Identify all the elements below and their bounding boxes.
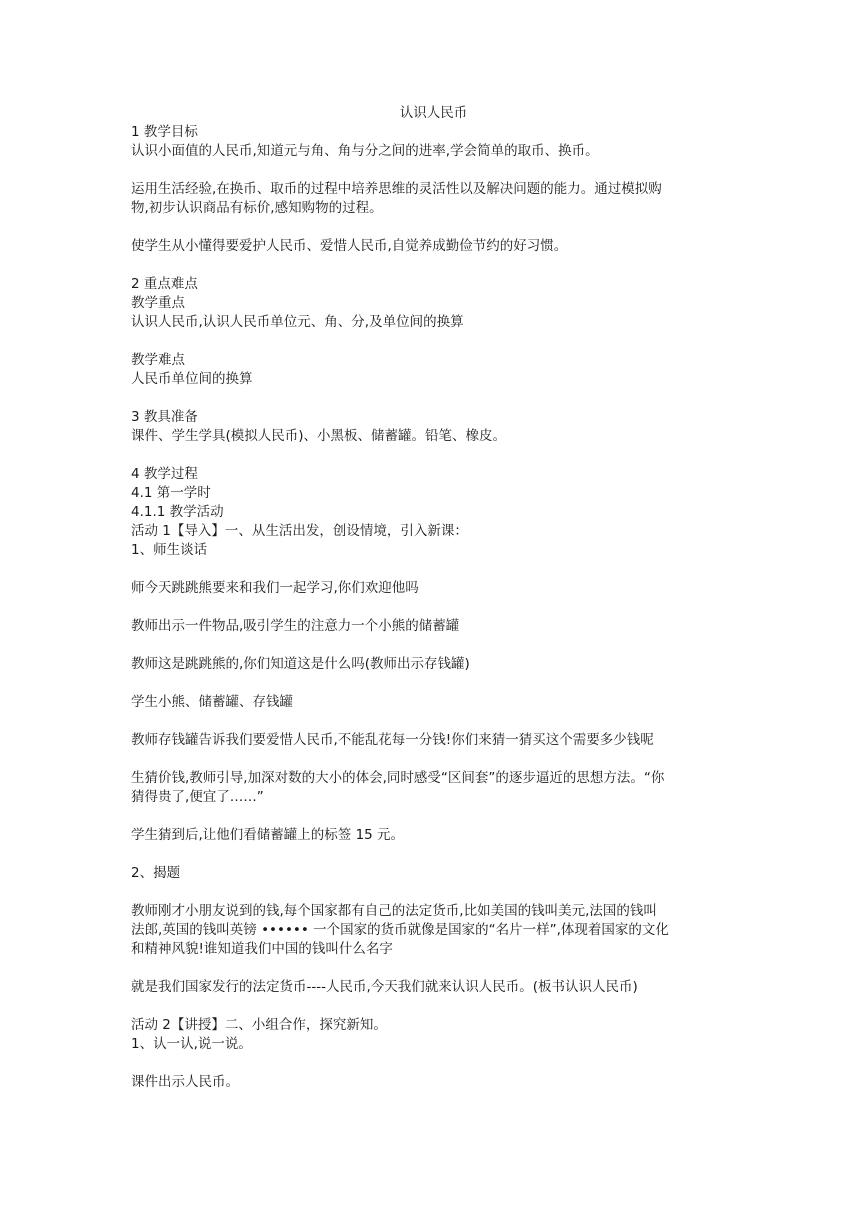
spacer [131,1054,736,1073]
subsection-activities: 4.1.1 教学活动 [131,504,224,520]
activity-2-heading: 活动 2【讲授】二、小组合作，探究新知。 [131,1017,387,1033]
paragraph: 学生猜到后,让他们看储蓄罐上的标签 15 元。 [131,827,405,843]
materials-text: 课件、学生学具(模拟人民币)、小黑板、储蓄罐。铅笔、橡皮。 [131,428,507,444]
spacer [131,560,736,579]
activity-1-step-2: 2、揭题 [131,865,181,881]
spacer [131,446,736,465]
section-heading-key-points: 2 重点难点 [131,276,198,292]
paragraph: 教师出示一件物品,吸引学生的注意力一个小熊的储蓄罐 [131,618,460,634]
paragraph: 师今天跳跳熊要来和我们一起学习,你们欢迎他吗 [131,580,419,596]
document-title: 认识人民币 [399,105,468,121]
key-point-label: 教学重点 [131,295,185,311]
difficulty-label: 教学难点 [131,352,185,368]
spacer [131,807,736,826]
goal-paragraph-2-line-1: 运用生活经验,在换币、取币的过程中培养思维的灵活性以及解决问题的能力。通过模拟购 [131,181,662,197]
paragraph: 教师这是跳跳熊的,你们知道这是什么吗(教师出示存钱罐) [131,656,470,672]
paragraph-line-2: 猜得贵了,便宜了……” [131,789,264,805]
difficulty-text: 人民币单位间的换算 [131,371,253,387]
paragraph-line-2: 法郎,英国的钱叫英镑 •••••• 一个国家的货币就像是国家的“名片一样”,体现着国家的文化 [131,922,669,938]
activity-1-heading: 活动 1【导入】一、从生活出发，创设情境，引入新课： [131,523,468,539]
paragraph-line-1: 生猜价钱,教师引导,加深对数的大小的体会,同时感受“区间套”的逐步逼近的思想方法。“你 [131,770,665,786]
spacer [131,959,736,978]
section-heading-materials: 3 教具准备 [131,409,198,425]
spacer [131,636,736,655]
goal-paragraph-1: 认识小面值的人民币,知道元与角、角与分之间的进率,学会简单的取币、换币。 [131,143,599,159]
spacer [131,845,736,864]
goal-paragraph-2-line-2: 物,初步认识商品有标价,感知购物的过程。 [131,200,383,216]
paragraph: 课件出示人民币。 [131,1074,239,1090]
spacer [131,218,736,237]
paragraph: 学生小熊、储蓄罐、存钱罐 [131,694,293,710]
paragraph: 教师存钱罐告诉我们要爱惜人民币,不能乱花每一分钱!你们来猜一猜买这个需要多少钱呢 [131,732,654,748]
spacer [131,389,736,408]
subsection-first-lesson: 4.1 第一学时 [131,485,211,501]
spacer [131,750,736,769]
paragraph-line-1: 教师刚才小朋友说到的钱,每个国家都有自己的法定货币,比如美国的钱叫美元,法国的钱叫 [131,903,657,919]
spacer [131,598,736,617]
spacer [131,883,736,902]
section-heading-teaching-goals: 1 教学目标 [131,124,198,140]
paragraph: 就是我们国家发行的法定货币----人民币,今天我们就来认识人民币。(板书认识人民币) [131,979,638,995]
spacer [131,712,736,731]
activity-2-step-1: 1、认一认,说一说。 [131,1036,252,1052]
spacer [131,332,736,351]
document-page [131,104,736,1092]
spacer [131,997,736,1016]
spacer [131,161,736,180]
section-heading-process: 4 教学过程 [131,466,198,482]
goal-paragraph-3: 使学生从小懂得要爱护人民币、爱惜人民币,自觉养成勤俭节约的好习惯。 [131,238,568,254]
key-point-text: 认识人民币,认识人民币单位元、角、分,及单位间的换算 [131,314,464,330]
paragraph-line-3: 和精神风貌!谁知道我们中国的钱叫什么名字 [131,941,393,957]
spacer [131,256,736,275]
activity-1-step-1: 1、师生谈话 [131,542,208,558]
spacer [131,674,736,693]
